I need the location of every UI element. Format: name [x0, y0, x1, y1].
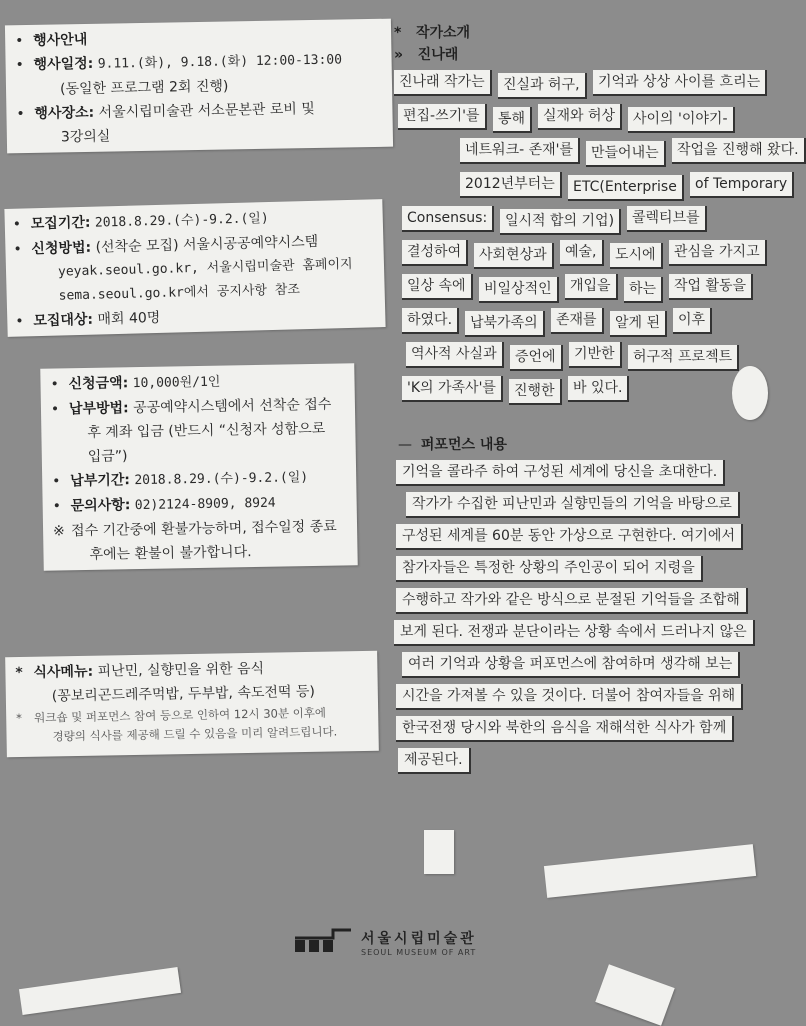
artist-intro-text	[394, 70, 799, 400]
place-label: 행사장소:	[34, 104, 95, 122]
recruit-target-item: • 모집대상: 매회 40명	[15, 309, 161, 330]
intro-chip: 실재와 허상	[538, 104, 622, 130]
intro-chip: 만들어내는	[586, 141, 666, 167]
paper-scrap-bottom-right	[595, 964, 674, 1026]
meal-item: * 식사메뉴: 피난민, 실향민을 위한 음식	[15, 660, 265, 682]
fee-value: 10,000원/1인	[132, 374, 221, 392]
pay-period-label: 납부기간:	[70, 472, 131, 490]
artist-section	[394, 22, 774, 66]
pay-method-line3: 입금”)	[87, 448, 128, 465]
intro-chip: 증언에	[510, 345, 563, 371]
intro-chip: 일시적 합의 기업)	[500, 209, 621, 235]
performance-line: 수행하고 작가와 같은 방식으로 분절된 기억들을 조합해	[396, 588, 748, 614]
intro-chip-row	[394, 376, 776, 410]
event-title: 행사안내	[33, 31, 88, 49]
intro-chip-row	[394, 240, 776, 274]
intro-chip-row	[394, 206, 776, 240]
intro-chip-row	[394, 342, 776, 376]
intro-chip: 알게 된	[610, 311, 667, 337]
intro-chip: 관심을 가지고	[669, 240, 767, 266]
intro-chip: 예술,	[560, 240, 604, 266]
paper-scrap-strip	[544, 844, 756, 898]
intro-chip: 도시에	[610, 243, 663, 269]
event-title-item: • 행사안내	[15, 31, 88, 50]
meal-panel	[5, 651, 379, 757]
artist-name: » 진나래	[394, 47, 459, 63]
performance-line: 제공된다.	[398, 748, 471, 774]
recruit-panel	[4, 199, 385, 337]
performance-line: 시간을 가져볼 수 있을 것이다. 더불어 참여자들을 위해	[396, 684, 743, 710]
performance-text	[394, 460, 778, 790]
intro-chip: 편집-쓰기'를	[398, 104, 487, 130]
period-label: 모집기간:	[30, 214, 91, 233]
intro-chip: 사이의 '이야기-	[628, 107, 735, 133]
intro-chip: 비일상적인	[479, 277, 559, 303]
performance-line: 구성된 세계를 60분 동안 가상으로 구현한다. 여기에서	[396, 524, 743, 550]
meal-note: * 워크숍 및 퍼포먼스 참여 등으로 인하여 12시 30분 이후에	[12, 703, 378, 728]
event-place-item: • 행사장소: 서울시립미술관 서소문본관 로비 및	[16, 100, 315, 123]
performance-line: 참가자들은 특정한 상황의 주인공이 되어 지령을	[396, 556, 703, 582]
place-value: 서울시립미술관 서소문본관 로비 및	[98, 100, 315, 121]
museum-logo	[293, 924, 477, 958]
performance-line: 작가가 수집한 피난민과 실향민들의 기억을 바탕으로	[406, 492, 740, 518]
target-label: 모집대상:	[33, 311, 94, 330]
performance-line: 한국전쟁 당시와 북한의 음식을 재해석한 식사가 함께	[396, 716, 734, 742]
museum-logo-icon	[293, 924, 353, 954]
intro-chip-row	[394, 104, 776, 138]
fee-label: 신청금액:	[68, 375, 129, 393]
performance-line: 여러 기억과 상황을 퍼포먼스에 참여하며 생각해 보는	[402, 652, 740, 678]
recruit-method-item: • 신청방법: (선착순 모집) 서울시공공예약시스템	[13, 233, 319, 258]
meal-note-line2: 경량의 식사를 제공해 드릴 수 있음을 미리 알려드립니다.	[52, 724, 338, 744]
fee-item: • 신청금액: 10,000원/1인	[50, 374, 221, 393]
logo-korean: 서울시립미술관	[361, 931, 477, 947]
refund-text: 접수 기간중에 환불가능하며, 접수일정 종료	[70, 518, 337, 540]
pay-method-value: 공공예약시스템에서 선착순 접수	[132, 396, 332, 417]
pay-method-line2: 후 계좌 입금 (반드시 “신청자 성함으로	[87, 420, 326, 441]
intro-chip: 통해	[493, 107, 532, 133]
method-value: (선착순 모집) 서울시공공예약시스템	[95, 233, 319, 256]
intro-chip: 일상 속에	[402, 274, 473, 300]
pay-period-item: • 납부기간: 2018.8.29.(수)-9.2.(일)	[52, 470, 309, 490]
intro-chip: 결성하여	[402, 240, 468, 266]
intro-chip: 기반한	[569, 342, 622, 368]
logo-english: SEOUL MUSEUM OF ART	[361, 948, 477, 957]
method-value-line2: yeyak.seoul.go.kr, 서울시립미술관 홈페이지	[57, 256, 353, 280]
target-value: 매회 40명	[97, 309, 161, 328]
intro-chip: Consensus:	[402, 206, 494, 232]
event-info-panel	[5, 19, 393, 154]
method-value-line3: sema.seoul.go.kr에서 공지사항 참조	[58, 282, 301, 304]
schedule-note: (동일한 프로그램 2회 진행)	[59, 78, 229, 98]
intro-chip: 허구적 프로젝트	[628, 345, 739, 371]
intro-chip: of Temporary	[690, 172, 794, 198]
intro-chip: 납북가족의	[465, 311, 545, 337]
recruit-period-item: • 모집기간: 2018.8.29.(수)-9.2.(일)	[12, 211, 269, 233]
refund-line2: 후에는 환불이 불가합니다.	[89, 544, 252, 563]
intro-chip: 존재를	[551, 308, 604, 334]
artist-section-title: * 작가소개	[394, 25, 471, 41]
contact-value: 02)2124-8909, 8924	[134, 495, 276, 514]
intro-chip: 진나래 작가는	[394, 70, 492, 96]
performance-line: 기억을 콜라주 하여 구성된 세계에 당신을 초대한다.	[396, 460, 725, 486]
intro-chip: 하였다.	[402, 308, 459, 334]
paper-scrap-bottom-left	[19, 967, 181, 1015]
intro-chip: 작업을 진행해 왔다.	[672, 138, 806, 164]
intro-chip: 기억과 상상 사이를 흐리는	[593, 70, 767, 96]
payment-panel	[40, 363, 357, 570]
intro-chip: 콜렉티브를	[627, 206, 707, 232]
meal-label: 식사메뉴:	[33, 663, 94, 681]
intro-chip-row	[394, 172, 788, 206]
intro-chip: 네트워크- 존재'를	[460, 138, 580, 164]
intro-chip: 진행한	[509, 379, 562, 405]
event-schedule-item: • 행사일정: 9.11.(화), 9.18.(화) 12:00-13:00	[15, 52, 343, 74]
intro-chip: 역사적 사실과	[406, 342, 504, 368]
intro-chip: 이후	[673, 308, 712, 334]
refund-mark: ※	[52, 523, 65, 540]
intro-chip: 2012년부터는	[460, 172, 562, 198]
method-label: 신청방법:	[31, 239, 92, 258]
intro-chip: 진실과 허구,	[498, 73, 587, 99]
intro-chip: 하는	[624, 277, 663, 303]
pay-method-item: • 납부방법: 공공예약시스템에서 선착순 접수	[50, 396, 332, 418]
meal-note-mark: *	[16, 710, 23, 726]
pay-period-value: 2018.8.29.(수)-9.2.(일)	[134, 470, 309, 489]
intro-chip: 'K의 가족사'를	[402, 376, 503, 402]
intro-chip-row	[394, 274, 776, 308]
paper-scrap-small	[424, 830, 454, 874]
contact-item: • 문의사항: 02)2124-8909, 8924	[52, 495, 276, 515]
schedule-value: 9.11.(화), 9.18.(화) 12:00-13:00	[97, 52, 343, 72]
intro-chip: 바 있다.	[568, 376, 629, 402]
performance-title: — 퍼포먼스 내용	[398, 437, 507, 453]
meal-value-line2: (꽁보리곤드레주먹밥, 두부밥, 속도전떡 등)	[51, 683, 316, 705]
intro-chip-row	[394, 138, 799, 172]
pay-method-label: 납부방법:	[68, 400, 129, 418]
intro-chip-row	[394, 308, 776, 342]
meal-value: 피난민, 실향민을 위한 음식	[97, 660, 265, 680]
intro-chip: ETC(Enterprise	[568, 175, 684, 201]
contact-label: 문의사항:	[70, 497, 131, 515]
intro-chip: 작업 활동을	[669, 274, 753, 300]
intro-chip: 개입을	[565, 274, 618, 300]
performance-line: 보게 된다. 전쟁과 분단이라는 상황 속에서 드러나지 않은	[394, 620, 755, 646]
schedule-label: 행사일정:	[33, 55, 94, 73]
period-value: 2018.8.29.(수)-9.2.(일)	[94, 211, 269, 231]
intro-chip: 사회현상과	[474, 243, 554, 269]
intro-chip-row	[394, 70, 776, 104]
place-value-line2: 3강의실	[60, 128, 111, 146]
